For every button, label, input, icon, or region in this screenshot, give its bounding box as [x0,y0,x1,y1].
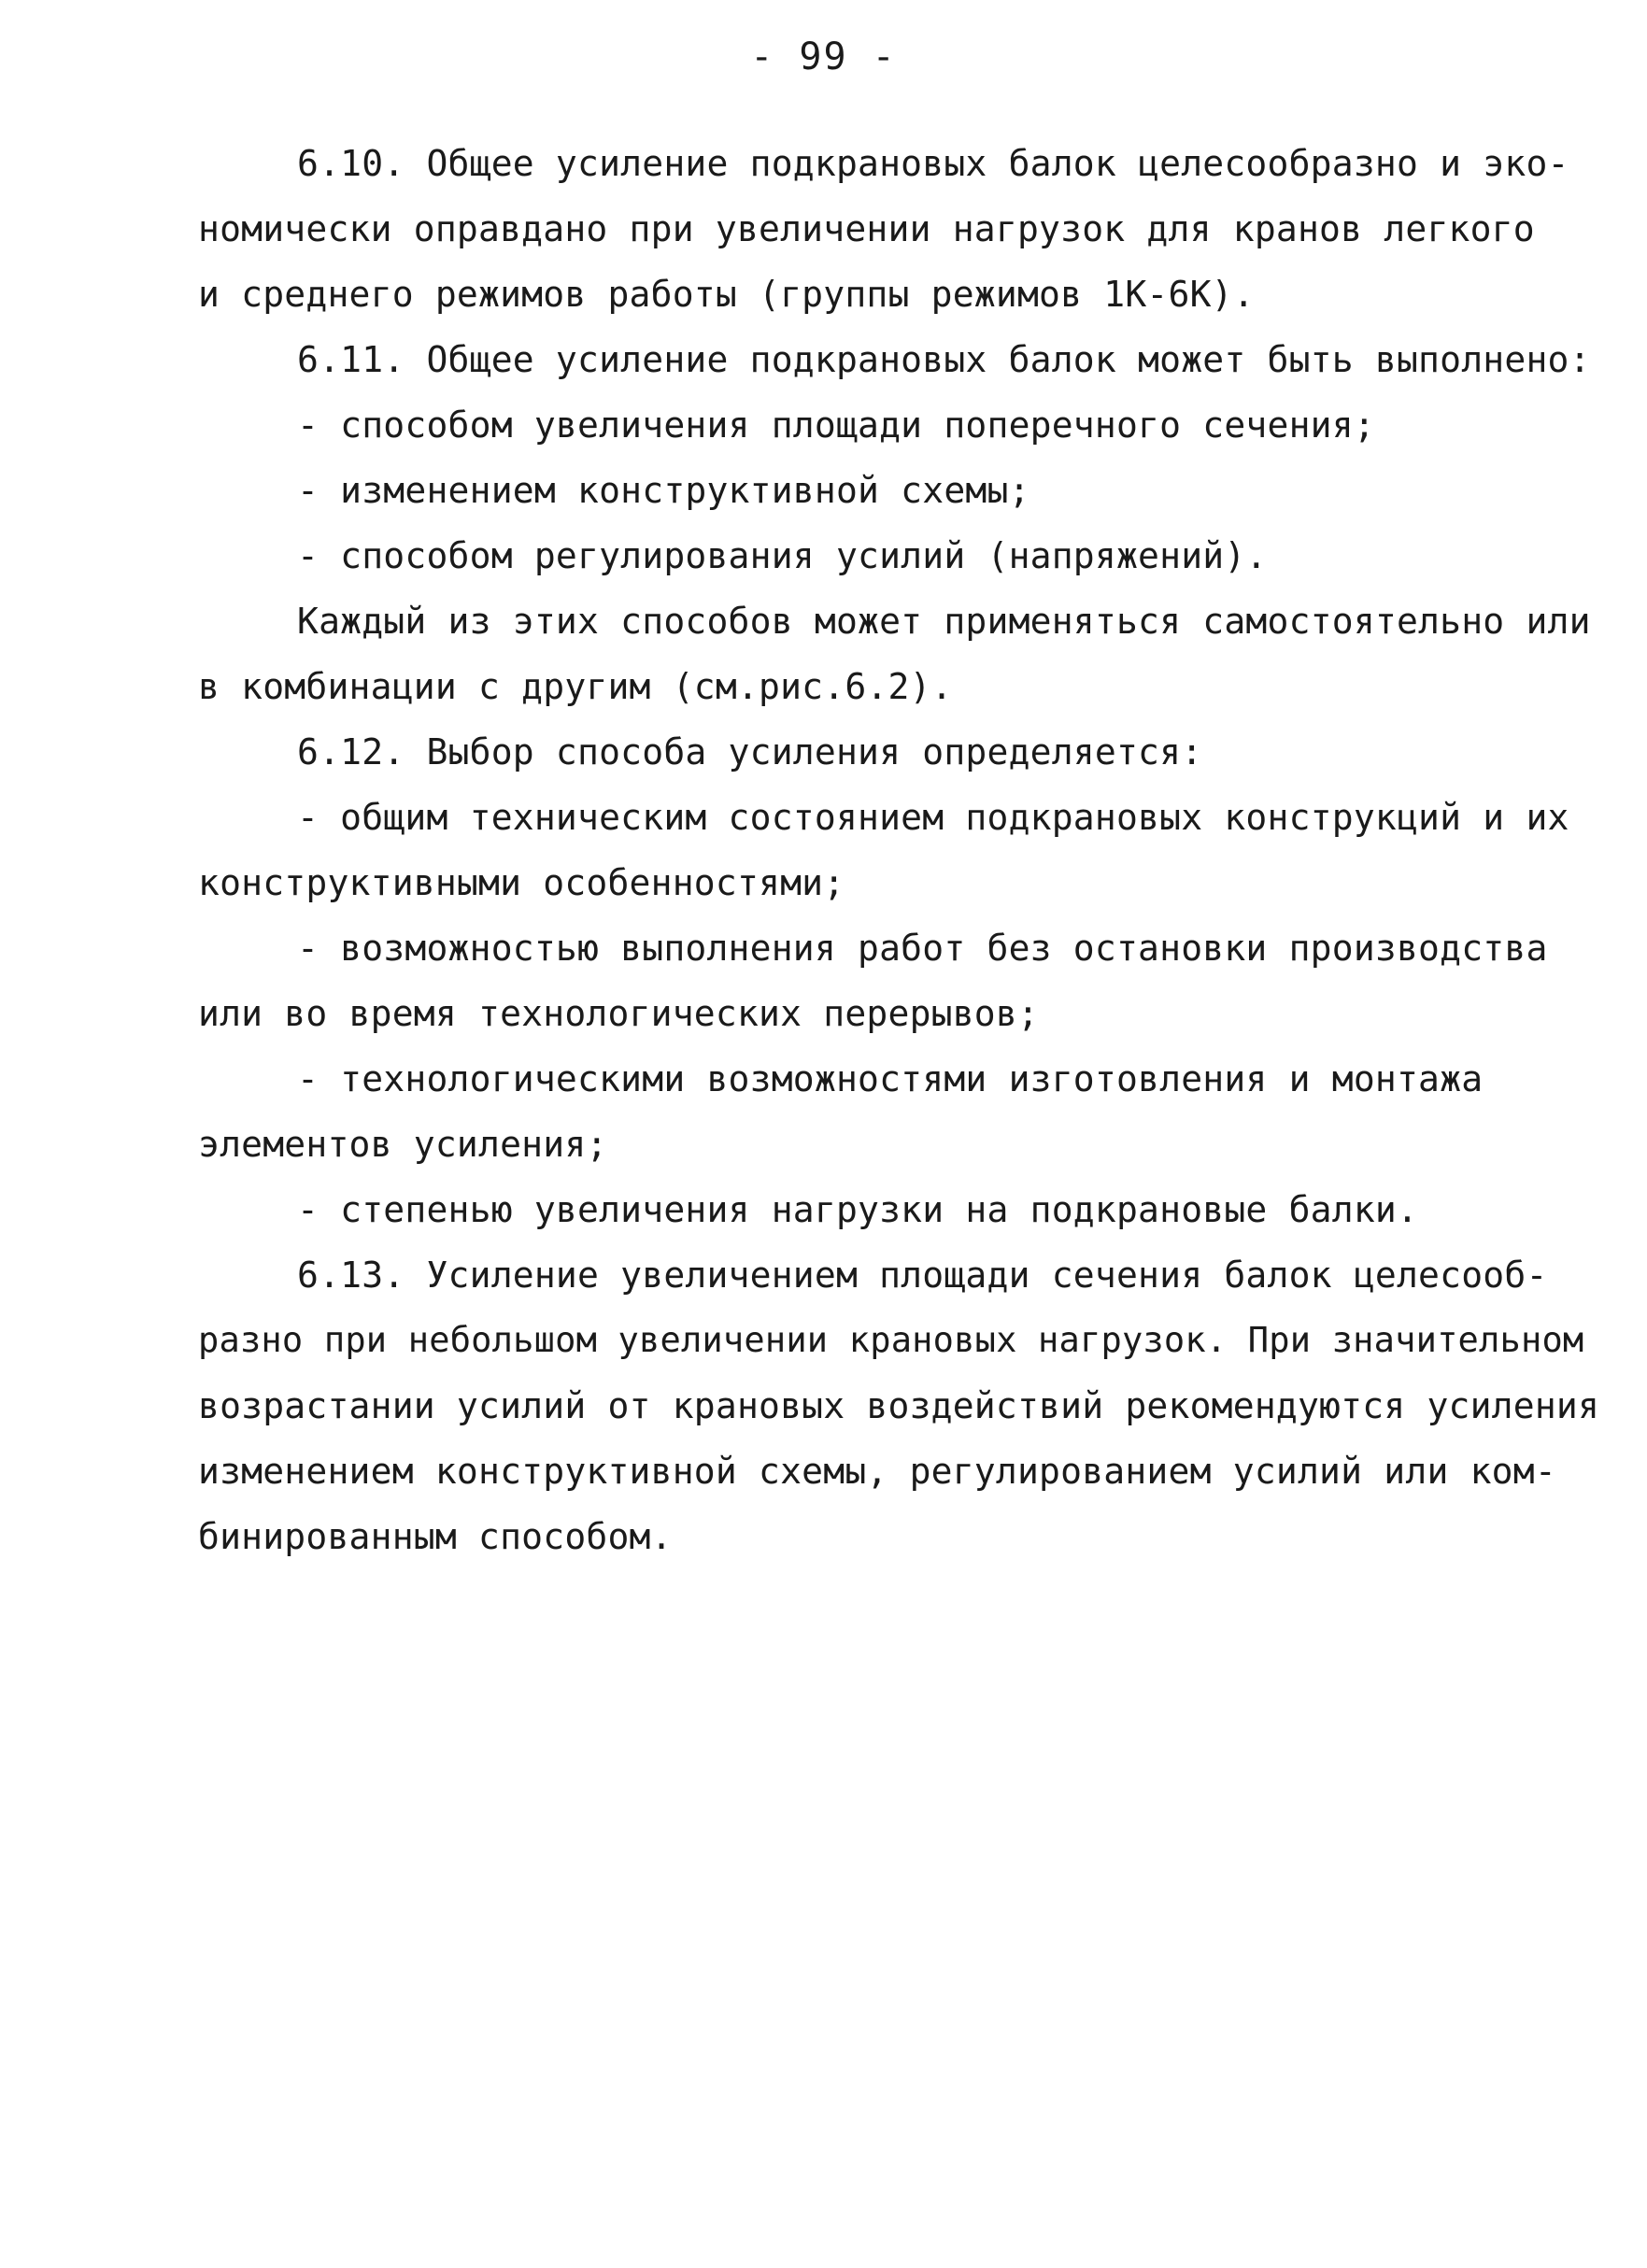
text-line: 6.11. Общее усиление подкрановых балок может быть выполнено: [297,339,1591,380]
text-line: или во время технологических перерывов; [198,993,1040,1034]
text-line: - степенью увеличения нагрузки на подкрановые балки. [297,1189,1419,1230]
text-line: - технологическими возможностями изготовления и монтажа [297,1058,1484,1099]
text-line: и среднего режимов работы (группы режимов 1К-6К). [198,274,1255,315]
text-line: возрастании усилий от крановых воздействий рекомендуются усиления [198,1385,1600,1426]
text-line: - способом регулирования усилий (напряжений). [297,535,1268,576]
text-line: Каждый из этих способов может применяться самостоятельно или [297,601,1591,642]
text-line: 6.12. Выбор способа усиления определяется: [297,731,1203,773]
text-line: - общим техническим состоянием подкрановых конструкций и их [297,797,1569,838]
text-line: конструктивными особенностями; [198,862,845,903]
text-line: - возможностью выполнения работ без остановки производства [297,928,1548,969]
page-number: - 99 - [750,35,897,78]
text-line: изменением конструктивной схемы, регулированием усилий или ком- [198,1451,1556,1492]
text-line: в комбинации с другим (см.рис.6.2). [198,666,953,707]
text-line: 6.10. Общее усиление подкрановых балок целесообразно и эко- [297,143,1569,184]
text-line: разно при небольшом увеличении крановых нагрузок. При значительном [198,1320,1584,1360]
text-line: - способом увеличения площади поперечного сечения; [297,404,1375,446]
text-line: - изменением конструктивной схемы; [297,470,1030,511]
text-line: элементов усиления; [198,1124,608,1165]
text-line: номически оправдано при увеличении нагрузок для кранов легкого [198,208,1535,249]
text-line: 6.13. Усиление увеличением площади сечения балок целесооб- [297,1254,1548,1296]
text-line: бинированным способом. [198,1516,673,1557]
